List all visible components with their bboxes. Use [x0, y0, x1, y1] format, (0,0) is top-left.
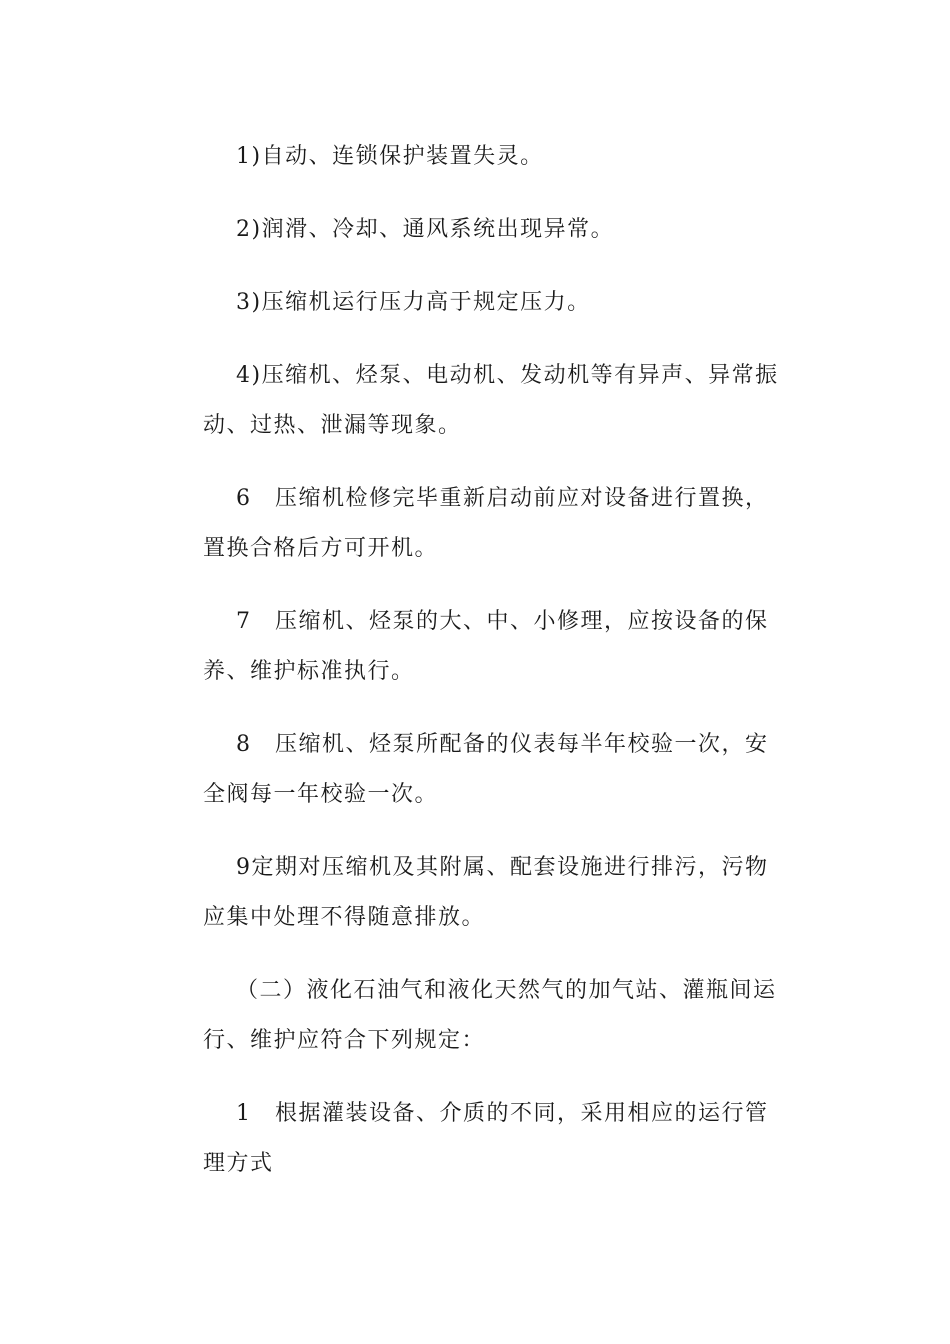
- paragraph-line: 置换合格后方可开机。: [203, 536, 439, 561]
- paragraph-line: 7 压缩机、烃泵的大、中、小修理，应按设备的保: [236, 609, 769, 634]
- paragraph-line: 动、过热、泄漏等现象。: [203, 413, 462, 438]
- paragraph-line: 理方式: [203, 1151, 274, 1176]
- paragraph-line: 1 根据灌装设备、介质的不同，采用相应的运行管: [236, 1101, 769, 1126]
- paragraph-clause-1: [203, 1089, 769, 1189]
- paragraph-line: 行、维护应符合下列规定：: [203, 1028, 486, 1053]
- document-body: [203, 132, 779, 1212]
- paragraph-line: 3)压缩机运行压力高于规定压力。: [236, 290, 591, 315]
- paragraph-line: 养、维护标准执行。: [203, 659, 415, 684]
- paragraph-clause-7: [203, 597, 769, 697]
- paragraph-item-3: [203, 278, 763, 328]
- paragraph-line: 应集中处理不得随意排放。: [203, 905, 486, 930]
- paragraph-line: 6 压缩机检修完毕重新启动前应对设备进行置换，: [236, 486, 769, 511]
- section-heading-2: [203, 966, 777, 1066]
- paragraph-clause-9: [203, 843, 769, 943]
- paragraph-line: 2)润滑、冷却、通风系统出现异常。: [236, 217, 615, 242]
- paragraph-line: 1)自动、连锁保护装置失灵。: [236, 144, 544, 169]
- paragraph-clause-6: [203, 474, 769, 574]
- paragraph-item-4: [203, 351, 779, 451]
- paragraph-item-1: [203, 132, 763, 182]
- paragraph-line: 9定期对压缩机及其附属、配套设施进行排污，污物: [236, 855, 769, 880]
- paragraph-line: 8 压缩机、烃泵所配备的仪表每半年校验一次，安: [236, 732, 769, 757]
- paragraph-item-2: [203, 205, 763, 255]
- paragraph-line: 全阀每一年校验一次。: [203, 782, 439, 807]
- paragraph-line: （二）液化石油气和液化天然气的加气站、灌瓶间运: [236, 978, 777, 1003]
- paragraph-clause-8: [203, 720, 769, 820]
- paragraph-line: 4)压缩机、烃泵、电动机、发动机等有异声、异常振: [236, 363, 779, 388]
